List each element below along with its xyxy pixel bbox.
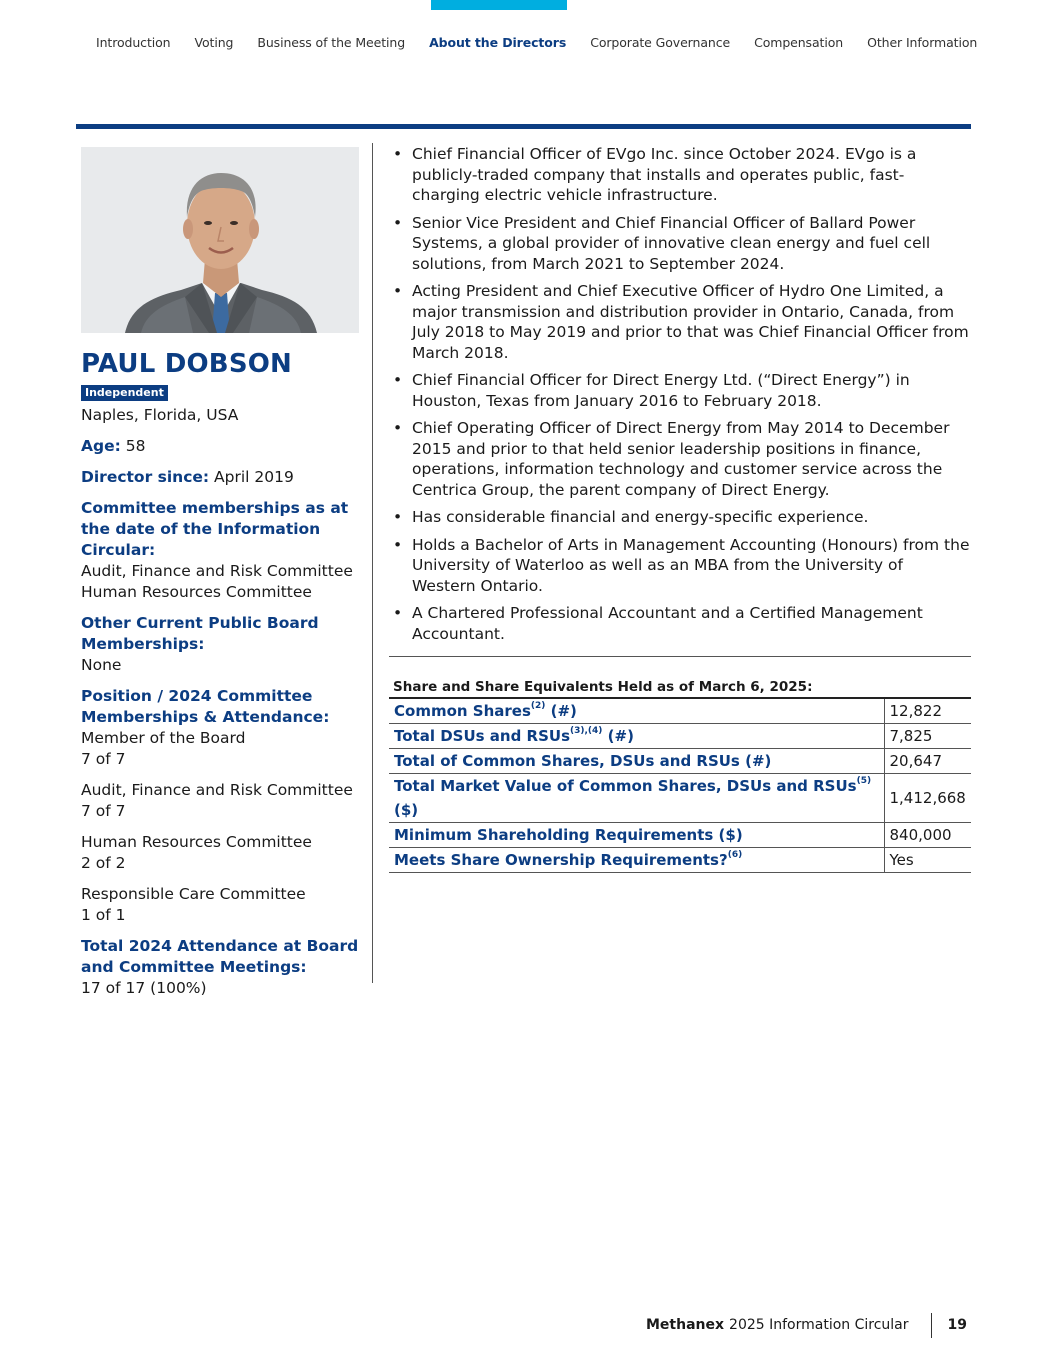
committee-memberships-label: Committee memberships as at the date of the Information Circular:: [81, 499, 349, 559]
nav-item-other-information[interactable]: Other Information: [867, 34, 978, 50]
active-section-indicator: [431, 0, 567, 10]
row-value: 1,412,668: [889, 789, 966, 807]
nav-item-business-of-the-meeting[interactable]: Business of the Meeting: [257, 34, 406, 50]
age-value: 58: [125, 437, 146, 455]
committee-memberships: [81, 498, 359, 603]
attendance-entry: [81, 832, 359, 874]
bio-bullet: • A Chartered Professional Accountant and a Certified Management Accountant.: [393, 603, 970, 644]
company-name: Methanex: [646, 1317, 725, 1333]
director-since-value: April 2019: [214, 468, 294, 486]
director-location: Naples, Florida, USA: [81, 406, 239, 424]
nav-item-voting[interactable]: Voting: [194, 34, 234, 50]
bio-bullet: • Holds a Bachelor of Arts in Management Accounting (Honours) from the University of Waterloo as well as an MBA from the University of Western Ontario.: [393, 535, 970, 597]
row-label: Total of Common Shares, DSUs and RSUs (#): [389, 749, 884, 774]
bio-bullet: • Senior Vice President and Chief Financial Officer of Ballard Power Systems, a global provider of innovative clean energy and fuel cell solutions, from March 2021 to September 2024.: [393, 213, 970, 275]
bio-bullet: • Chief Financial Officer of EVgo Inc. since October 2024. EVgo is a publicly-traded company that installs and operates public, fast-charging electric vehicle infrastructure.: [393, 144, 970, 206]
row-label: Common Shares$^{(2)}$ (#): [389, 698, 884, 724]
row-label: Total Market Value of Common Shares, DSUs and RSUs$^{(5)}$ ($): [389, 774, 884, 823]
attendance-body: Audit, Finance and Risk Committee: [81, 781, 353, 799]
row-label: Minimum Shareholding Requirements ($): [389, 823, 884, 848]
footer-divider: [931, 1313, 932, 1338]
table-row: [389, 823, 971, 848]
total-attendance: [81, 936, 359, 999]
director-profile: [81, 147, 359, 999]
director-photo: [81, 147, 359, 333]
section-divider: [389, 656, 971, 657]
table-row: [389, 698, 971, 724]
independent-badge: Independent: [81, 385, 168, 401]
row-label: Total DSUs and RSUs$^{(3),(4)}$ (#): [389, 724, 884, 749]
header-rule: [76, 124, 971, 129]
row-value: 840,000: [889, 826, 952, 844]
age-label: Age:: [81, 437, 121, 455]
row-value: 12,822: [889, 702, 942, 720]
row-value: 7,825: [889, 727, 933, 745]
table-row: [389, 749, 971, 774]
committee-item: Audit, Finance and Risk Committee: [81, 562, 353, 580]
nav-item-introduction[interactable]: Introduction: [96, 34, 171, 50]
table-row: [389, 774, 971, 823]
attendance-body: Human Resources Committee: [81, 833, 312, 851]
total-attendance-label: Total 2024 Attendance at Board and Committee Meetings:: [81, 937, 359, 976]
nav-item-corporate-governance[interactable]: Corporate Governance: [590, 34, 731, 50]
committee-item: Human Resources Committee: [81, 583, 312, 601]
attendance-entry: [81, 884, 359, 926]
total-attendance-value: 17 of 17 (100%): [81, 979, 207, 997]
column-divider: [372, 143, 373, 983]
attendance-record: 7 of 7: [81, 802, 126, 820]
section-nav: [80, 33, 978, 51]
other-public-boards-value: None: [81, 656, 122, 674]
bio-bullet: • Chief Financial Officer for Direct Energy Ltd. (“Direct Energy”) in Houston, Texas from January 2016 to February 2018.: [393, 370, 970, 411]
director-name: PAUL DOBSON: [81, 349, 293, 379]
bio-bullet: • Acting President and Chief Executive Officer of Hydro One Limited, a major transmission and distribution provider in Ontario, Canada, from July 2018 to May 2019 and prior to that was Chief Financial Officer from March 2018.: [393, 281, 970, 363]
attendance-label: Position / 2024 Committee Memberships & Attendance:: [81, 687, 330, 726]
age-row: [81, 436, 359, 457]
attendance-body: Member of the Board: [81, 729, 246, 747]
shareholding-table: [389, 697, 971, 873]
attendance-body: Responsible Care Committee: [81, 885, 306, 903]
other-public-boards-label: Other Current Public Board Memberships:: [81, 614, 319, 653]
page-number: 19: [947, 1317, 967, 1333]
director-portrait-image: [81, 147, 359, 333]
director-since-label: Director since:: [81, 468, 210, 486]
row-value: Yes: [889, 851, 914, 869]
table-row: [389, 848, 971, 873]
shareholding-table-title: Share and Share Equivalents Held as of March 6, 2025:: [393, 679, 813, 695]
attendance-entry: [81, 780, 359, 822]
nav-item-compensation[interactable]: Compensation: [754, 34, 844, 50]
page-footer: [646, 1313, 967, 1337]
row-label: Meets Share Ownership Requirements?$^{(6)}$: [389, 848, 884, 873]
bio-bullet: • Chief Operating Officer of Direct Energy from May 2014 to December 2015 and prior to that held senior leadership positions in finance, operations, information technology and customer service across the Centrica Group, the parent company of Direct Energy.: [393, 418, 970, 500]
document-title: 2025 Information Circular: [729, 1317, 909, 1333]
director-since-row: [81, 467, 359, 488]
biography-list: [393, 144, 970, 651]
attendance-record: 1 of 1: [81, 906, 126, 924]
attendance-record: 2 of 2: [81, 854, 126, 872]
attendance-record: 7 of 7: [81, 750, 126, 768]
table-row: [389, 724, 971, 749]
nav-item-about-the-directors[interactable]: About the Directors: [429, 34, 567, 50]
attendance-section: [81, 686, 359, 770]
row-value: 20,647: [889, 752, 942, 770]
bio-bullet: • Has considerable financial and energy-specific experience.: [393, 507, 970, 528]
other-public-boards: [81, 613, 359, 676]
